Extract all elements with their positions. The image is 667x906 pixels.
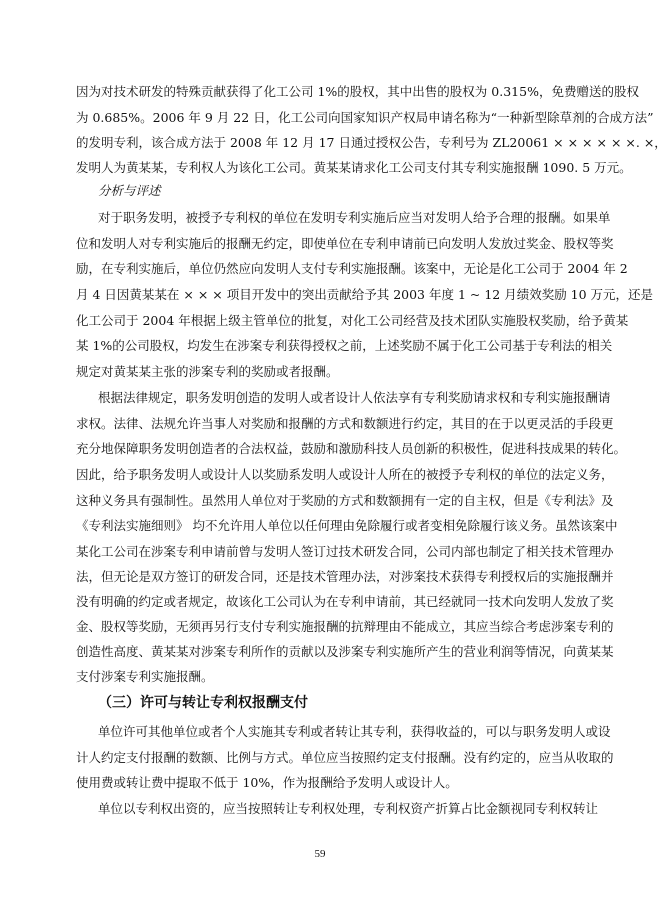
body-text-line: 位和发明人对专利实施后的报酬无约定，即使单位在专利申请前已向发明人发放过奖金、股权等奖 xyxy=(76,236,614,251)
body-text-line: 这种义务具有强制性。虽然用人单位对于奖励的方式和数额拥有一定的自主权，但是《专利法》及 xyxy=(76,493,614,508)
body-text-line: 使用费或转让费中提取不低于 10%，作为报酬给予发明人或设计人。 xyxy=(76,775,458,790)
body-text-line: 发明人为黄某某，专利权人为该化工公司。黄某某请求化工公司支付其专利实施报酬 1090. 5 万元。 xyxy=(76,160,632,175)
body-text-line: 某 1%的公司股权，均发生在涉案专利获得授权之前，上述奖励不属于化工公司基于专利法的相关 xyxy=(76,338,613,353)
body-text-line: 规定对黄某某主张的涉案专利的奖励或者报酬。 xyxy=(76,364,339,379)
analysis-subheading: 分析与评述 xyxy=(98,183,161,198)
body-text-line: 月 4 日因黄某某在 × × × 项目开发中的突出贡献给予其 2003 年度 1 ~ 12 月绩效奖励 10 万元，还是 xyxy=(76,287,654,302)
body-text-line: 创造性高度、黄某某对涉案专利所作的贡献以及涉案专利实施所产生的营业利润等情况，向黄某某 xyxy=(76,644,614,659)
body-text-line: 因为对技术研发的特殊贡献获得了化工公司 1%的股权，其中出售的股权为 0.315%，免费赠送的股权 xyxy=(76,84,639,99)
body-text-line: 单位许可其他单位或者个人实施其专利或者转让其专利，获得收益的，可以与职务发明人或设 xyxy=(98,724,611,739)
body-text-line: 充分地保障职务发明创造者的合法权益，鼓励和激励科技人员创新的积极性，促进科技成果的转化。 xyxy=(76,441,627,456)
body-text-line: 金、股权等奖励，无须再另行支付专利实施报酬的抗辩理由不能成立，其应当综合考虑涉案专利的 xyxy=(76,619,614,634)
body-text-line: 为 0.685%。2006 年 9 月 22 日，化工公司向国家知识产权局申请名称为“一种新型除草剂的合成方法” xyxy=(76,110,654,125)
body-text-line: 单位以专利权出资的，应当按照转让专利权处理，专利权资产折算占比金额视同专利权转让 xyxy=(98,801,599,816)
body-text-line: 支付涉案专利实施报酬。 xyxy=(76,669,214,684)
body-text-line: 没有明确的约定或者规定，故该化工公司认为在专利申请前，其已经就同一技术向发明人发放了奖 xyxy=(76,594,614,609)
section-heading: （三）许可与转让专利权报酬支付 xyxy=(98,695,308,711)
body-text-line: 求权。法律、法规允许当事人对奖励和报酬的方式和数额进行约定，其目的在于以更灵活的手段更 xyxy=(76,416,614,431)
body-text-line: 因此，给予职务发明人或设计人以奖励系发明人或设计人所在的被授予专利权的单位的法定义务， xyxy=(76,467,614,482)
body-text-line: 励，在专利实施后，单位仍然应向发明人支付专利实施报酬。该案中，无论是化工公司于 2004 年 2 xyxy=(76,261,628,276)
body-text-line: 化工公司于 2004 年根据上级主管单位的批复，对化工公司经营及技术团队实施股权奖励，给予黄某 xyxy=(76,313,629,328)
body-text-line: 《专利法实施细则》 均不允许用人单位以任何理由免除履行或者变相免除履行该义务。虽然该案中 xyxy=(76,518,618,533)
body-text-line: 某化工公司在涉案专利申请前曾与发明人签订过技术研发合同，公司内部也制定了相关技术管理办 xyxy=(76,544,614,559)
body-text-line: 法，但无论是双方签订的研发合同，还是技术管理办法，对涉案技术获得专利授权后的实施报酬并 xyxy=(76,569,614,584)
body-text-line: 对于职务发明，被授予专利权的单位在发明专利实施后应当对发明人给予合理的报酬。如果单 xyxy=(98,210,611,225)
body-text-line: 计人约定支付报酬的数额、比例与方式。单位应当按照约定支付报酬。没有约定的，应当从收取的 xyxy=(76,750,614,765)
page-number: 59 xyxy=(314,848,326,860)
body-text-line: 的发明专利，该合成方法于 2008 年 12 月 17 日通过授权公告，专利号为 ZL20061 × × × × × ×. ×， xyxy=(76,135,667,150)
body-text-line: 根据法律规定，职务发明创造的发明人或者设计人依法享有专利奖励请求权和专利实施报酬请 xyxy=(98,390,611,405)
